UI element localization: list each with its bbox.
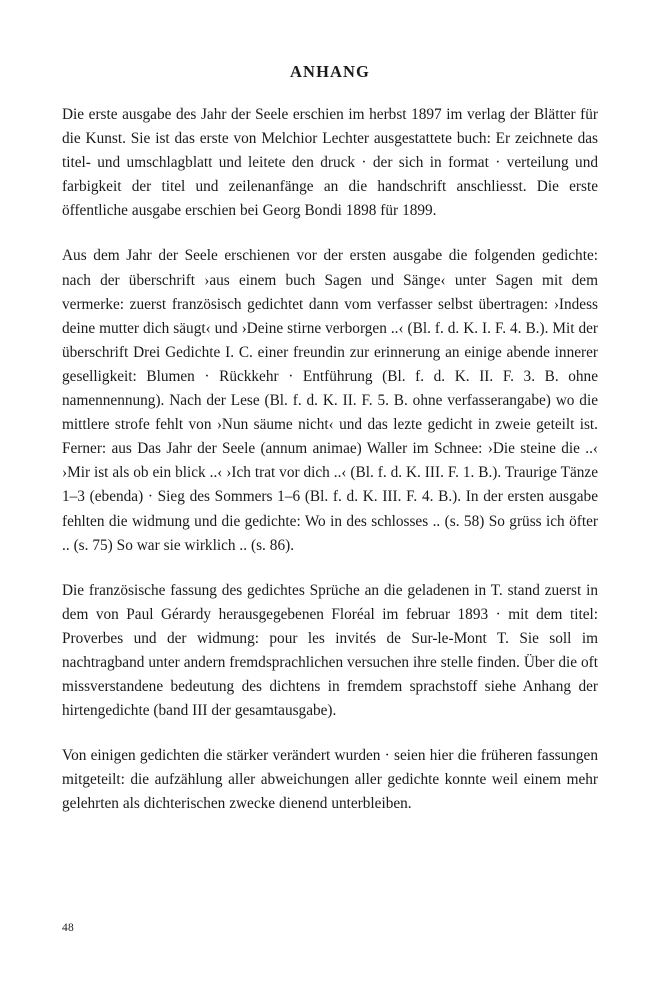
body-paragraph: Von einigen gedichten die stärker verändert wurden · seien hier die früheren fassungen mitgeteilt: die aufzählung aller abweichungen aller gedichte konnte weil einem mehr gelehrten als dichterischen zwecke dienend unterbleiben. bbox=[62, 747, 598, 813]
body-paragraph: Aus dem Jahr der Seele erschienen vor der ersten ausgabe die folgenden gedichte: nach der überschrift ›aus einem buch Sagen und Sänge‹ unter Sagen mit dem vermerke: zuerst französisch gedichtet dann vom verfasser selbst übertragen: ›Indess deine mutter dich säugt‹ und ›Deine stirne verborgen ..‹ (Bl. f. d. K. I. F. 4. B.). Mit der überschrift Drei Gedichte I. C. einer freundin zur erinnerung an einige abende innerer geselligkeit: Blumen · Rückkehr · Entführung (Bl. f. d. K. II. F. 3. B. ohne namennennung). Nach der Lese (Bl. f. d. K. II. F. 5. B. ohne verfasserangabe) wo die mittlere strofe fehlt von ›Nun säume nicht‹ und das lezte gedicht in zweie geteilt ist. Ferner: aus Das Jahr der Seele (annum animae) Waller im Schnee: ›Die steine die ..‹ ›Mir ist als ob ein blick ..‹ ›Ich trat vor dich ..‹ (Bl. f. d. K. III. F. 1. B.). Traurige Tänze 1–3 (ebenda) · Sieg des Sommers 1–6 (Bl. f. d. K. III. F. 4. B.). In der ersten ausgabe fehlten die widmung und die gedichte: Wo in des schlosses .. (s. 58) So grüss ich öfter .. (s. 75) So war sie wirklich .. (s. 86). bbox=[62, 247, 598, 554]
page-number: 48 bbox=[62, 922, 75, 934]
body-paragraph: Die französische fassung des gedichtes Sprüche an die geladenen in T. stand zuerst in dem von Paul Gérardy herausgegebenen Floréal im februar 1893 · mit dem titel: Proverbes und der widmung: pour les invités de Sur-le-Mont T. Sie soll im nachtragband unter andern fremdsprachlichen versuchen ihre stelle finden. Über die oft missverstandene bedeutung des dichtens in fremdem sprachstoff siehe Anhang der hirtengedichte (band III der gesamtausgabe). bbox=[62, 581, 598, 720]
page-content bbox=[62, 60, 598, 817]
page-title: ANHANG bbox=[290, 62, 370, 81]
body-paragraph: Die erste ausgabe des Jahr der Seele erschien im herbst 1897 im verlag der Blätter für die Kunst. Sie ist das erste von Melchior Lechter ausgestattete buch: Er zeichnete das titel- und umschlagblatt und leitete den druck · der sich in format · verteilung und farbigkeit der titel und zeilenanfänge an die handschrift anschliesst. Die erste öffentliche ausgabe erschien bei Georg Bondi 1898 für 1899. bbox=[62, 106, 598, 220]
